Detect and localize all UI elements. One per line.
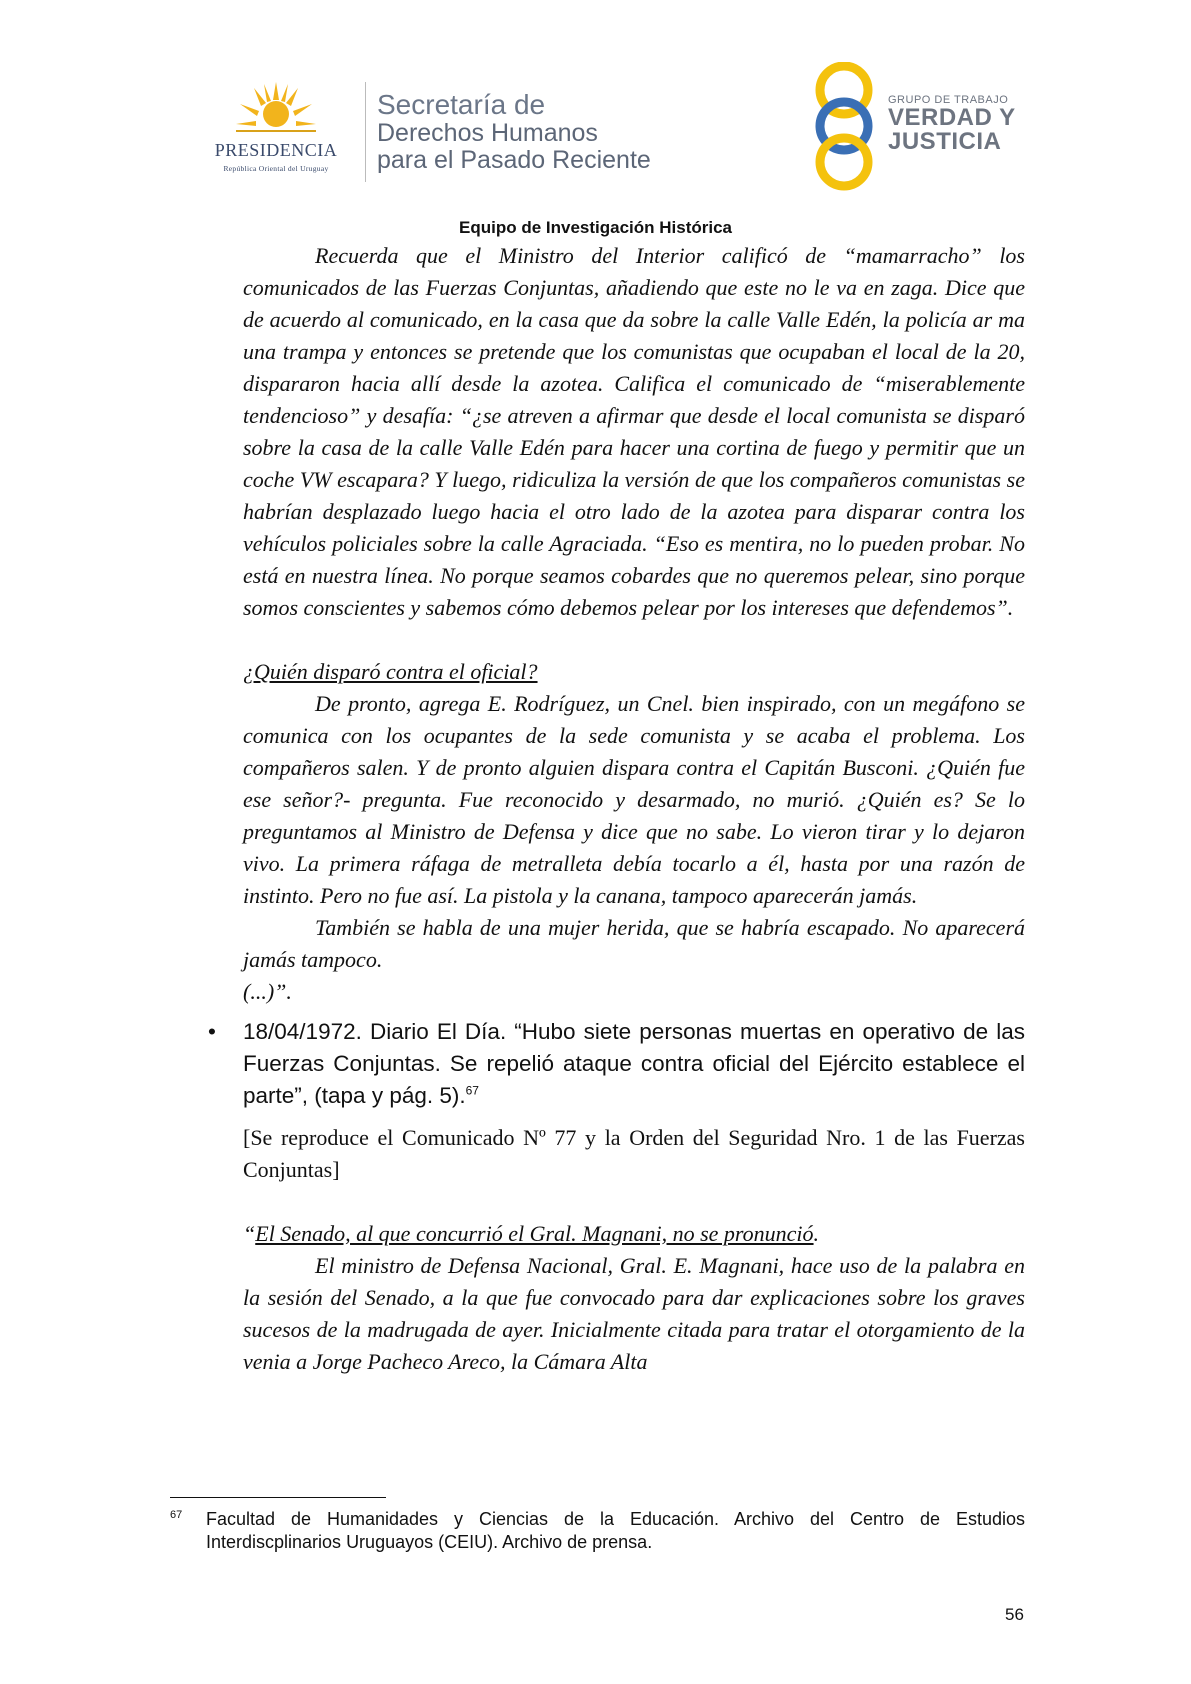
bullet-text: 18/04/1972. Diario El Día. “Hubo siete personas muertas en operativo de las Fuerzas Conjuntas. Se repelió ataque contra oficial del Ejército establece el parte”, (tapa y pág. 5). [243,1019,1025,1108]
section-heading-1: ¿Quién disparó contra el oficial? [243,659,538,684]
header-divider [365,82,366,182]
ellipsis-close: (...)”. [243,979,292,1004]
paragraph-1: Recuerda que el Ministro del Interior calificó de “mamarracho” los comunicados de las Fuerzas Conjuntas, añadiendo que este no le va en zaga. Dice que de acuerdo al comunicado, en la casa que da sobre la calle Valle Edén, la policía ar ma una trampa y entonces se pretende que los comunistas que ocupaban el local de la 20, dispararon hacia allí desde la azotea. Califica el comunicado de “miserablemente tendencioso” y desafía: “¿se atreven a afirmar que desde el local comunista se disparó sobre la casa de la calle Valle Edén para hacer una cortina de fuego y permitir que un coche VW escapara? Y luego, ridiculiza la versión de que los compañeros comunistas se habrían desplazado luego hacia el otro lado de la azotea para disparar contra los vehículos policiales sobre la calle Agraciada. “Eso es mentira, no lo pueden probar. No está en nuestra línea. No porque seamos cobardes que no queremos pelear, sino porque somos conscientes y sabemos cómo debemos pelear por los intereses que defendemos”. [243,243,1025,620]
sun-icon [236,80,316,140]
presidencia-name: PRESIDENCIA [214,140,338,160]
secretaria-title [377,90,651,174]
footnote-number: 67 [170,1509,183,1521]
presidencia-logo [196,80,356,180]
main-content [208,240,1025,1378]
section-heading-2: “El Senado, al que concurrió el Gral. Magnani, no se pronunció. [243,1221,820,1246]
verdad-justicia-logo [810,62,1030,192]
page-number: 56 [1005,1605,1024,1624]
grupo-line-3: JUSTICIA [888,128,1002,155]
footnote-ref[interactable]: 67 [465,1083,479,1098]
paragraph-3: También se habla de una mujer herida, que se habría escapado. No aparecerá jamás tampoco. [243,915,1025,972]
grupo-line-1: GRUPO DE TRABAJO [888,94,1009,106]
secretaria-line-2: Derechos Humanos [377,119,598,147]
bracket-note: [Se reproduce el Comunicado Nº 77 y la Orden del Seguridad Nro. 1 de las Fuerzas Conjuntas] [243,1125,1025,1182]
grupo-line-2: VERDAD Y [888,104,1016,131]
grupo-text [888,94,1016,154]
rings-icon [810,62,890,192]
page-header [0,0,1191,240]
paragraph-5: El ministro de Defensa Nacional, Gral. E. Magnani, hace uso de la palabra en la sesión del Senado, a la que fue convocado para dar explicaciones sobre los graves sucesos de la madrugada de ayer. Inicialmente citada para tratar el otorgamiento de la venia a Jorge Pacheco Areco, la Cámara Alta [243,1253,1025,1374]
footnote-divider [170,1497,386,1498]
bullet-mark: • [208,1019,216,1044]
secretaria-line-1: Secretaría de [377,89,546,120]
secretaria-line-3: para el Pasado Reciente [377,146,651,174]
list-item [208,1016,1025,1112]
presidencia-subtitle: República Oriental del Uruguay [223,164,329,173]
team-title: Equipo de Investigación Histórica [459,218,732,237]
footnote [170,1508,1025,1554]
footnote-text: Facultad de Humanidades y Ciencias de la Educación. Archivo del Centro de Estudios Interdiscplinarios Uruguayos (CEIU). Archivo de prensa. [206,1509,1025,1552]
paragraph-2: De pronto, agrega E. Rodríguez, un Cnel. bien inspirado, con un megáfono se comunica con los ocupantes de la sede comunista y se acaba el problema. Los compañeros salen. Y de pronto alguien dispara contra el Capitán Busconi. ¿Quién fue ese señor?- pregunta. Fue reconocido y desarmado, no murió. ¿Quién es? Se lo preguntamos al Ministro de Defensa y dice que no sabe. Lo vieron tirar y lo dejaron vivo. La primera ráfaga de metralleta debía tocarlo a él, hasta por una razón de instinto. Pero no fue así. La pistola y la canana, tampoco aparecerán jamás. [243,691,1025,908]
